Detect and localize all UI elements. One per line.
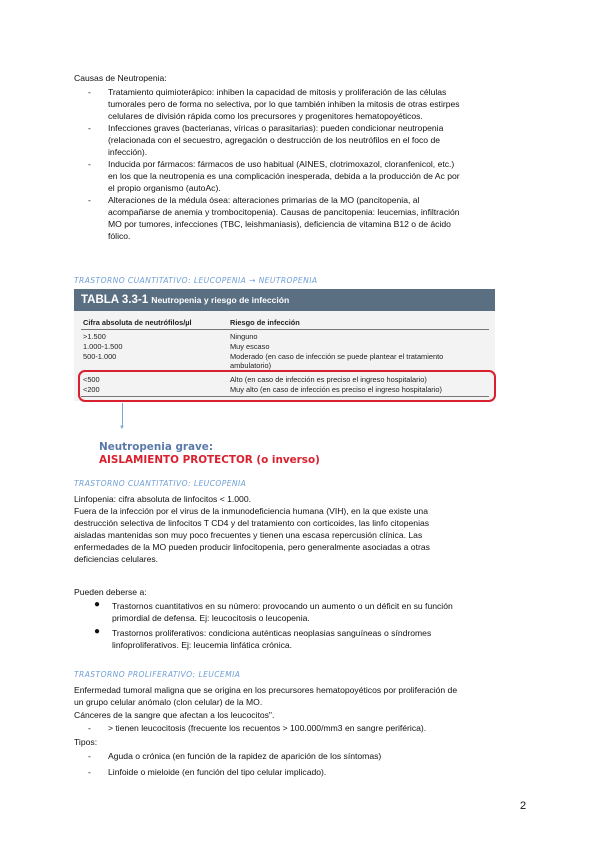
table-cell: 1.000-1.500 [83,342,123,351]
list-item [88,722,528,734]
paragraph-line: deficiencias celulares. [74,554,159,564]
bullet-marker: ● [94,599,101,610]
list-item-line: Trastornos cuantitativos en su número: provocando un aumento o un déficit en su función [112,601,453,611]
list-item-line: Aguda o crónica (en función de la rapidez de aparición de los síntomas) [108,751,382,761]
section-heading-leukemia: TRASTORNO PROLIFERATIVO: LEUCEMIA [74,670,241,679]
list-item [88,122,528,158]
dash-marker: - [88,751,91,761]
highlight-box [78,370,496,402]
leukemia-paragraph [74,684,528,721]
list-item [88,766,528,778]
paragraph-line: aisladas mantenidas son muy poco frecuentes y tienen una escasa repercusión clínica. Las [74,530,423,540]
column-header-neutrophils: Cifra absoluta de neutrófilos/µl [83,318,192,327]
table-title [81,292,289,308]
causes2-intro: Pueden deberse a: [74,587,147,597]
list-item-line: en los que la neutropenia es una complicación inesperada, debida a la producción de Ac por [108,171,460,181]
list-item-line: > tienen leucocitosis (frecuente los recuentos > 100.000/mm3 en sangre periférica). [108,723,427,733]
severe-neutropenia-label: Neutropenia grave: [99,441,213,453]
list-item-line: Alteraciones de la médula ósea: alteraciones primarias de la MO (pancitopenia, al [108,195,420,205]
causes-list [88,86,528,242]
types-list [88,750,528,778]
list-item-line: Trastornos proliferativos: condiciona auténticas neoplasias sanguíneas o síndromes [112,628,432,638]
list-item-line: Linfoide o mieloide (en función del tipo celular implicado). [108,767,327,777]
list-item [88,158,528,194]
list-item-line: celulares de división rápida como los precursores y progenitores hematopoyéticos. [108,111,423,121]
causes2-list [94,600,528,651]
list-item-line: acompañarse de anemia y trombocitopenia). Causas de pancitopenia: leucemias, infiltración [108,207,460,217]
list-item [88,750,528,762]
table-divider [81,329,489,330]
list-item [94,600,528,624]
list-item-line: infección). [108,147,148,157]
table-cell: >1.500 [83,332,106,341]
bullet-marker: ● [94,626,101,637]
list-item [88,86,528,122]
paragraph-line: Enfermedad tumoral maligna que se origina en los precursores hematopoyéticos por proliferación de [74,685,458,695]
section-title-causes: Causas de Neutropenia: [74,73,167,83]
table-cell: <200 [83,385,100,394]
table-header-bar [74,289,495,311]
column-header-risk: Riesgo de infección [230,318,300,327]
dash-marker: - [88,159,91,169]
section-heading-leucopenia: TRASTORNO CUANTITATIVO: LEUCOPENIA [74,479,247,488]
dash-marker: - [88,87,91,97]
table-title-text: Neutropenia y riesgo de infección [151,295,290,305]
table-cell: Muy escaso [230,342,270,351]
connector-line [122,403,123,427]
list-item-line: tumorales pero de forma no selectiva, por lo que también inhiben la mitosis de otras estirpes [108,99,460,109]
section-heading-neutropenia: TRASTORNO CUANTITATIVO: LEUCOPENIA → NEUTROPENIA [74,276,318,285]
list-item-line: Infecciones graves (bacterianas, víricas o parasitarias): pueden condicionar neutropenia [108,123,444,133]
arrow-down-icon: ▼ [119,425,125,431]
paragraph-line: Cánceres de la sangre que afectan a los leucocitos". [74,710,275,720]
paragraph-line: enfermedades de la MO pueden producir linfocitopenia, pero generalmente asociadas a otras [74,542,430,552]
list-item-line: el propio organismo (autoAc). [108,183,221,193]
list-item-line: linfoproliferativos. Ej: leucemia linfática crónica. [112,640,293,650]
paragraph-line: destrucción selectiva de linfocitos T CD4 y del tratamiento con corticoides, las linfo citopenias [74,518,430,528]
paragraph-line: Fuera de la infección por el virus de la inmunodeficiencia humana (VIH), en la que existe una [74,506,428,516]
list-item [88,194,528,242]
list-item [94,627,528,651]
dash-marker: - [88,767,91,777]
list-item-line: Inducida por fármacos: fármacos de uso habitual (AINES, clotrimoxazol, cloranfenicol, etc.) [108,159,455,169]
lymphopenia-definition: Linfopenia: cifra absoluta de linfocitos < 1.000. [74,494,252,504]
table-cell: Muy alto (en caso de infección es preciso el ingreso hospitalario) [230,385,442,394]
table-cell: <500 [83,375,100,384]
list-item-line: primordial de defensa. Ej: leucocitosis o leucopenia. [112,613,310,623]
protective-isolation-label: AISLAMIENTO PROTECTOR (o inverso) [99,454,320,466]
list-item-line: fólico. [108,231,131,241]
table-cell: Moderado (en caso de infección se puede plantear el tratamiento [230,352,444,361]
list-item-line: MO por tumores, infecciones (TBC, leishmaniasis), deficiencia de vitamina B12 o de ácido [108,219,451,229]
list-item-line: (relacionada con el secuestro, agregación o destrucción de los neutrófilos en el foco de [108,135,441,145]
dash-marker: - [88,723,91,733]
types-title: Tipos: [74,737,98,747]
page-number: 2 [520,800,527,812]
table-cell: 500-1.000 [83,352,117,361]
dash-marker: - [88,123,91,133]
table-cell: Alto (en caso de infección es preciso el ingreso hospitalario) [230,375,427,384]
paragraph-line: un grupo celular anómalo (clon celular) de la MO. [74,697,263,707]
list-item-line: Tratamiento quimioterápico: inhiben la capacidad de mitosis y proliferación de las células [108,87,447,97]
table-cell: Ninguno [230,332,258,341]
lymphopenia-paragraph [74,493,528,565]
dash-marker: - [88,195,91,205]
table-cell: ambulatorio) [230,361,272,370]
table-title-number: TABLA 3.3-1 [81,294,149,306]
leukemia-sublist [88,722,528,734]
